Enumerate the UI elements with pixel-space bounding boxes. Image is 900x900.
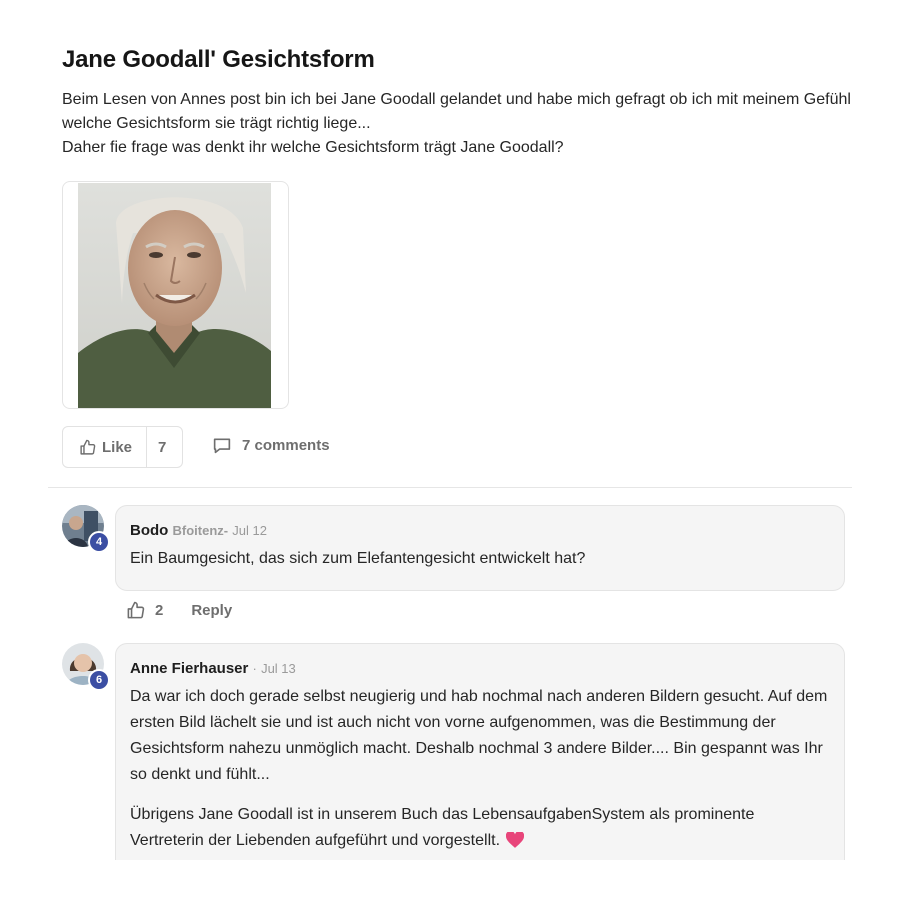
level-badge: 4 [88, 531, 110, 553]
comment-paragraph: Da war ich doch gerade selbst neugierig und hab nochmal nach anderen Bildern gesucht. Auf dem ersten Bild lächelt sie und ist auch nicht von vorne aufgenommen, was die Bestimmung der Gesichtsform nahezu unmöglich macht. Deshalb nochmal 3 andere Bilder.... Bin gespannt was Ihr so denkt und fühlt... [130, 688, 828, 783]
reply-button[interactable]: Reply [191, 602, 233, 619]
comment-author[interactable]: Anne Fierhauser [130, 660, 249, 677]
comment-separator: · [252, 661, 257, 676]
comment-paragraph [130, 802, 830, 854]
comments-count-link[interactable] [212, 436, 330, 454]
bottom-fade [0, 860, 900, 900]
speech-bubble-icon [212, 436, 232, 454]
comment-bubble [115, 643, 845, 873]
heart-icon [506, 832, 524, 848]
comment-text [130, 684, 830, 854]
thumbs-up-icon[interactable] [126, 601, 145, 620]
comment-date: Jul 13 [261, 661, 296, 676]
thumbs-up-icon [79, 439, 96, 456]
comments-count-label: 7 comments [242, 436, 330, 454]
like-button[interactable] [63, 427, 147, 467]
comment-author[interactable]: Bodo [130, 522, 169, 539]
post-body-line: Beim Lesen von Annes post bin ich bei Jane Goodall gelandet und habe mich gefragt ob ich mit meinem Gefühl welche Gesichtsform sie trägt richtig liege... [62, 91, 851, 132]
post-body [62, 88, 852, 160]
like-button-label: Like [102, 438, 133, 456]
comment-paragraph: Ein Baumgesicht, das sich zum Elefantengesicht entwickelt hat? [130, 550, 586, 567]
post-body-line: Daher fie frage was denkt ihr welche Gesichtsform trägt Jane Goodall? [62, 139, 564, 156]
comment-date: Jul 12 [232, 523, 267, 538]
comment-text [130, 546, 830, 572]
like-group [62, 426, 183, 468]
like-count[interactable]: 7 [158, 438, 167, 456]
post-image-frame[interactable] [62, 181, 289, 409]
comment-like-count: 2 [155, 602, 164, 619]
post-title: Jane Goodall' Gesichtsform [62, 46, 375, 73]
level-badge: 6 [88, 669, 110, 691]
divider [48, 487, 852, 488]
comment-actions [126, 601, 232, 620]
comment-paragraph-text: Übrigens Jane Goodall ist in unserem Buch das LebensaufgabenSystem als prominente Vertreterin der Liebenden aufgeführt und vorgestellt. [130, 806, 755, 849]
comment-bubble [115, 505, 845, 591]
comment-author-suffix: Bfoitenz- [172, 523, 229, 538]
comment-header [130, 658, 830, 680]
post-image [78, 183, 271, 408]
post [62, 44, 852, 160]
comment-header [130, 520, 830, 542]
